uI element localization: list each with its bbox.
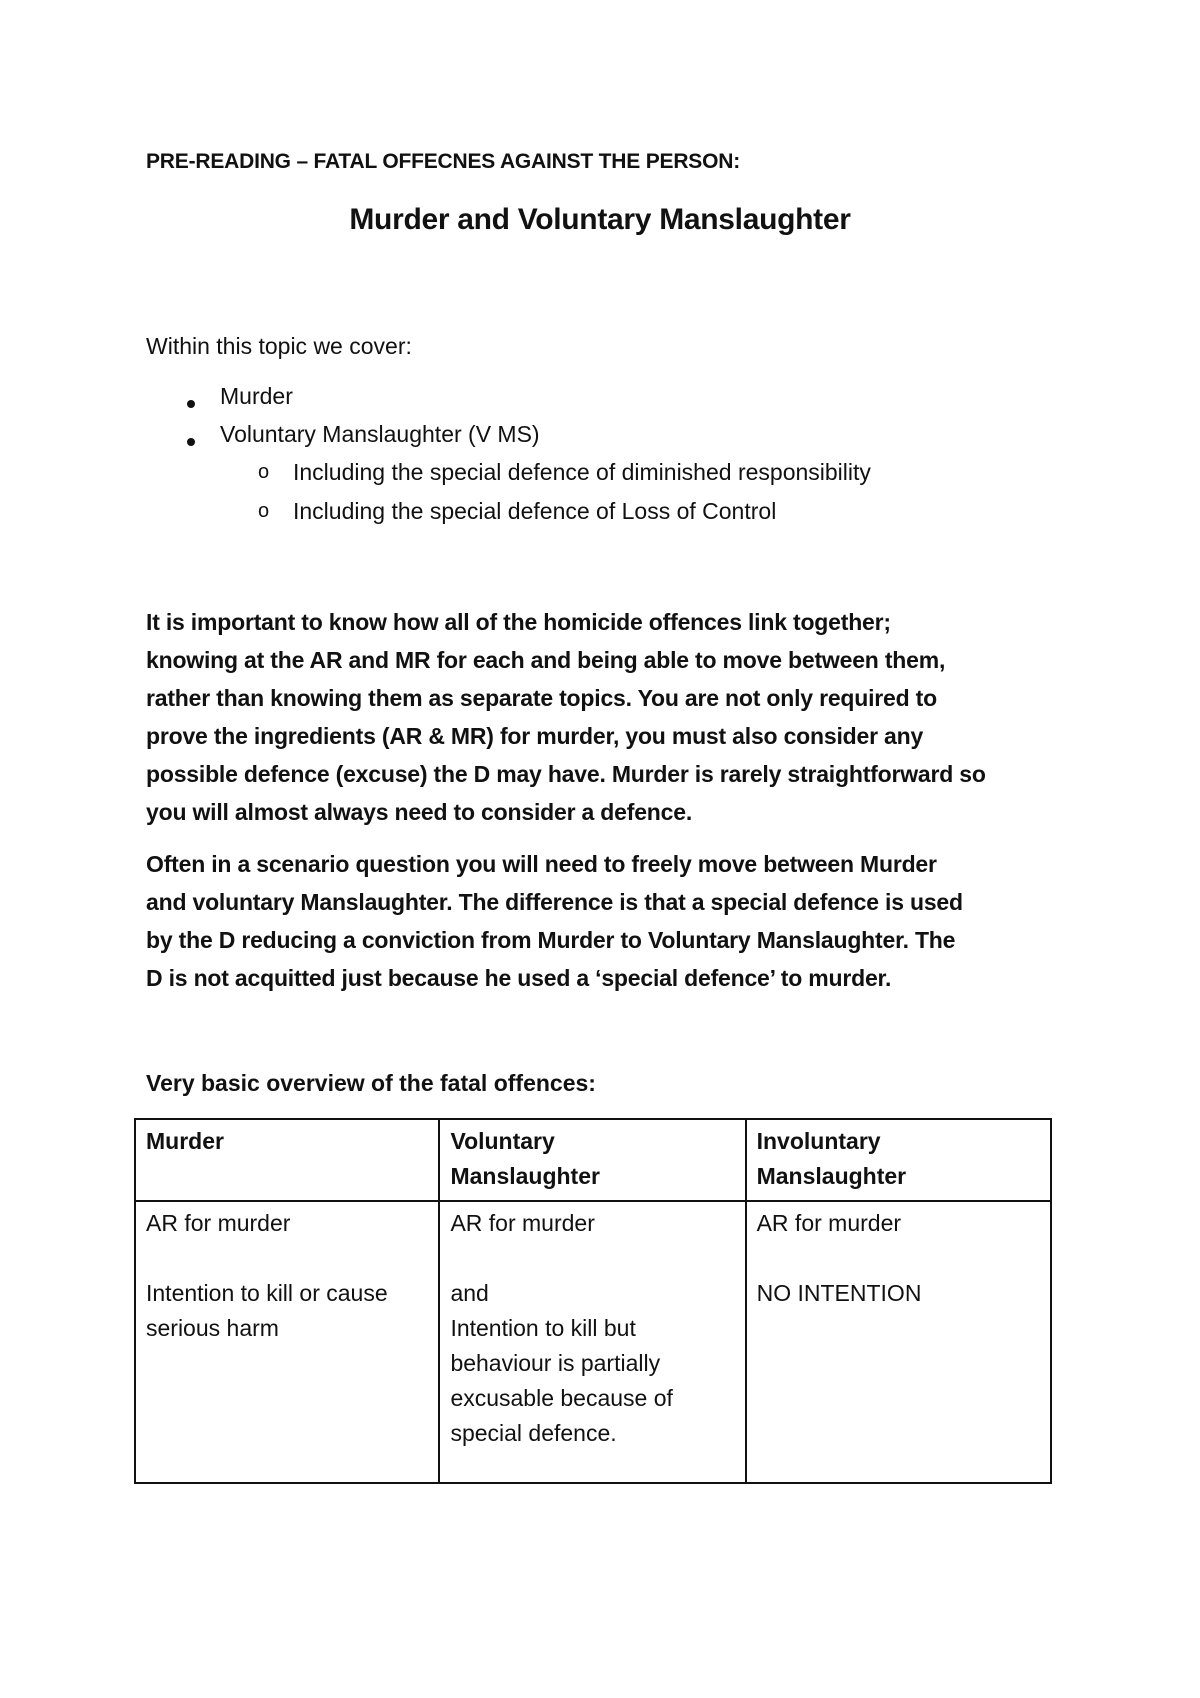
cell-text: AR for murder <box>450 1210 595 1236</box>
header-text: Murder <box>146 1128 224 1154</box>
list-item: Murder <box>220 383 293 409</box>
cell-voluntary-manslaughter <box>439 1201 745 1483</box>
cell-text: AR for murder <box>756 1210 902 1236</box>
cell-text: Intention to kill but <box>450 1315 636 1341</box>
circle-bullet-icon: o <box>258 461 270 483</box>
circle-bullet-icon: o <box>258 500 270 522</box>
cell-text: NO INTENTION <box>756 1280 922 1306</box>
paragraph-line: Often in a scenario question you will need to freely move between Murder <box>146 851 937 877</box>
paragraph-line: rather than knowing them as separate topics. You are not only required to <box>146 685 937 711</box>
table-row <box>135 1201 1051 1483</box>
cell-text: and <box>450 1280 489 1306</box>
paragraph-line: by the D reducing a conviction from Murder to Voluntary Manslaughter. The <box>146 927 956 953</box>
paragraph-line: and voluntary Manslaughter. The difference is that a special defence is used <box>146 889 963 915</box>
paragraph-line: D is not acquitted just because he used a ‘special defence’ to murder. <box>146 965 892 991</box>
header-murder <box>135 1119 439 1201</box>
cell-text: special defence. <box>450 1420 617 1446</box>
sub-list-item: Including the special defence of diminished responsibility <box>293 459 871 485</box>
header-involuntary-manslaughter <box>746 1119 1051 1201</box>
cell-text: serious harm <box>146 1315 279 1341</box>
sub-list-item: Including the special defence of Loss of Control <box>293 498 777 524</box>
paragraph-line: prove the ingredients (AR & MR) for murder, you must also consider any <box>146 723 924 749</box>
header-text: Voluntary <box>450 1128 555 1154</box>
fatal-offences-table <box>134 1118 1052 1484</box>
paragraph-homicide-links <box>146 603 1086 831</box>
cell-murder <box>135 1201 439 1483</box>
bullet-icon <box>187 438 195 446</box>
bullet-icon <box>187 400 195 408</box>
document-heading: PRE-READING – FATAL OFFECNES AGAINST THE PERSON: <box>146 150 740 173</box>
header-text: Involuntary <box>756 1128 881 1154</box>
paragraph-line: knowing at the AR and MR for each and being able to move between them, <box>146 647 946 673</box>
cell-text: excusable because of <box>450 1385 673 1411</box>
intro-text: Within this topic we cover: <box>146 333 412 359</box>
header-voluntary-manslaughter <box>439 1119 745 1201</box>
paragraph-line: you will almost always need to consider a defence. <box>146 799 693 825</box>
paragraph-line: possible defence (excuse) the D may have. Murder is rarely straightforward so <box>146 761 986 787</box>
cell-text: Intention to kill or cause <box>146 1280 388 1306</box>
paragraph-scenario <box>146 845 1086 997</box>
cell-involuntary-manslaughter <box>746 1201 1051 1483</box>
cell-text: AR for murder <box>146 1210 291 1236</box>
list-item: Voluntary Manslaughter (V MS) <box>220 421 540 447</box>
document-title: Murder and Voluntary Manslaughter <box>349 203 851 236</box>
paragraph-line: It is important to know how all of the homicide offences link together; <box>146 609 891 635</box>
cell-text: behaviour is partially <box>450 1350 661 1376</box>
overview-label: Very basic overview of the fatal offences: <box>146 1070 596 1096</box>
header-text: Manslaughter <box>756 1163 907 1189</box>
table-header-row <box>135 1119 1051 1201</box>
header-text: Manslaughter <box>450 1163 600 1189</box>
